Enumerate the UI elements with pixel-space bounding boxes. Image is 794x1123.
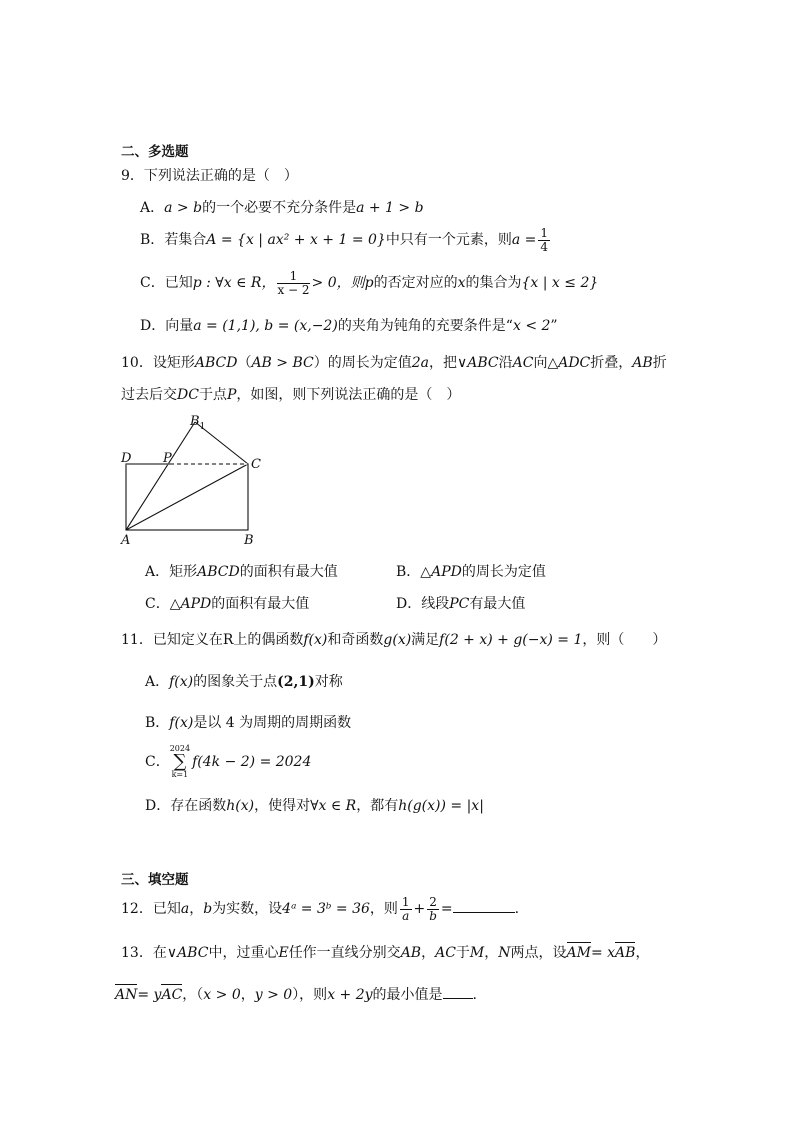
math-expr: p	[364, 275, 374, 292]
math-expr: ∀x ∈ R	[310, 798, 357, 814]
math-expr: a	[180, 901, 190, 918]
stem-text: 上的偶函数	[233, 632, 304, 648]
option-text: 的周长为定值	[461, 564, 546, 580]
question-10-option-a	[145, 561, 338, 581]
math-expr: AB	[632, 355, 653, 371]
option-text: 的一个必要不充分条件是	[202, 200, 357, 216]
question-11-option-d	[145, 795, 484, 815]
option-label: C．	[145, 596, 170, 612]
option-text: 的夹角为钝角的充要条件是“	[337, 318, 513, 334]
math-expr: > 0，则	[311, 275, 365, 292]
math-expr: APD	[431, 564, 462, 580]
question-11-option-c	[145, 745, 311, 779]
option-text: ，使得对	[254, 798, 311, 814]
question-10-option-b	[396, 561, 546, 581]
option-text: 对称	[314, 674, 343, 690]
math-expr: f(x)	[303, 632, 328, 648]
option-text: 有最大值	[469, 596, 526, 612]
math-expr: f(4k − 2) = 2024	[192, 754, 312, 770]
label-a: A	[121, 533, 131, 548]
stem-text: ，	[421, 945, 436, 961]
stem-text: ，则（ ）	[582, 632, 667, 648]
question-9-option-b	[140, 227, 552, 253]
math-expr: x + 2y	[327, 987, 373, 1003]
math-expr: = x	[590, 945, 616, 961]
stem-text: 向	[533, 355, 548, 371]
option-text: 已知	[164, 275, 193, 292]
stem-text: 11．已知定义在	[121, 632, 223, 648]
vector-am: AM	[566, 945, 591, 961]
option-text: △	[420, 564, 432, 580]
stem-text: 任作一直线分别交	[288, 945, 401, 961]
stem-text: ，如图，则下列说法正确的是（ ）	[236, 387, 461, 403]
math-expr: x	[457, 275, 466, 292]
math-expr: {x | x ≤ 2}	[521, 275, 599, 292]
question-11-option-b	[145, 712, 351, 732]
label-b1: $B_1$	[190, 414, 206, 432]
option-text: 线段	[421, 596, 450, 612]
question-9-stem: 9．下列说法正确的是（ ）	[121, 168, 298, 184]
stem-text: 于	[455, 945, 470, 961]
option-label: D．	[396, 596, 422, 612]
math-expr: h(g(x)) = |x|	[398, 798, 484, 814]
math-expr: ABCD	[197, 564, 240, 580]
option-label: B．	[396, 564, 421, 580]
fraction-numerator: 1	[277, 270, 309, 284]
option-label: B．	[140, 232, 165, 249]
question-9-option-c	[140, 270, 598, 296]
math-expr: 4ᵃ = 3ᵇ = 36	[282, 901, 370, 918]
math-expr: (2,1)	[277, 674, 315, 690]
math-expr: p : ∀x ∈ R，	[192, 275, 276, 292]
stem-text: 沿	[498, 355, 513, 371]
stem-text: ，	[484, 945, 499, 961]
stem-text: 折叠，	[590, 355, 633, 371]
diagonal-ac	[126, 464, 248, 530]
option-text: 的集合为	[465, 275, 522, 292]
math-expr: ABCD	[194, 355, 238, 371]
fraction-numerator: 2	[429, 895, 437, 909]
question-10-option-c	[145, 593, 309, 613]
option-text: ”	[550, 318, 558, 334]
fraction	[427, 896, 439, 922]
question-10-option-d	[396, 593, 525, 613]
summation-lower: k=1	[171, 770, 189, 779]
option-label: D．	[140, 318, 166, 334]
stem-text: .	[514, 901, 520, 918]
stem-text: 满足	[411, 632, 440, 648]
question-11-option-a	[145, 671, 343, 691]
math-expr: a > b	[164, 200, 203, 216]
vector-ac: AC	[161, 987, 183, 1003]
option-text: 向量	[165, 318, 194, 334]
option-label: C．	[145, 754, 170, 770]
option-text: 矩形	[169, 564, 198, 580]
math-expr: AC	[512, 355, 534, 371]
stem-text: ，	[635, 945, 650, 961]
fraction-denominator: 4	[540, 239, 548, 254]
math-expr: ∨ABC	[457, 355, 499, 371]
stem-text: ），则	[292, 987, 328, 1003]
stem-text: ，	[189, 901, 204, 918]
option-text: 的面积有最大值	[211, 596, 310, 612]
math-expr: = y	[137, 987, 162, 1003]
stem-text: 于点	[198, 387, 227, 403]
section-title-multiple-choice: 二、多选题	[121, 144, 189, 160]
option-text: 的面积有最大值	[239, 564, 338, 580]
vector-ab: AB	[615, 945, 636, 961]
section-title-fill-in: 三、填空题	[121, 872, 189, 888]
math-expr: A = {x | ax² + x + 1 = 0}	[206, 232, 386, 249]
stem-text: 12．已知	[121, 901, 181, 918]
math-expr: +	[413, 901, 426, 918]
math-expr: x < 2	[512, 318, 551, 334]
fraction-denominator: a	[402, 908, 410, 923]
summation-sigma: ∑	[173, 751, 187, 772]
math-expr: △ADC	[547, 355, 591, 371]
label-p: P	[163, 451, 172, 466]
option-text: 的图象关于点	[193, 674, 278, 690]
option-label: A．	[145, 674, 170, 690]
summation-upper: 2024	[169, 744, 191, 753]
math-expr: a + 1 > b	[356, 200, 424, 216]
math-expr: R	[222, 632, 234, 648]
answer-blank[interactable]	[443, 986, 473, 999]
fraction-denominator: x − 2	[277, 282, 310, 297]
fraction-numerator: 1	[540, 226, 548, 240]
math-expr: x > 0	[203, 987, 241, 1003]
math-expr: h(x)	[226, 798, 255, 814]
math-expr: DC	[177, 387, 199, 403]
label-c: C	[251, 457, 261, 472]
stem-text: ，则	[369, 901, 398, 918]
option-text: 存在函数	[170, 798, 227, 814]
question-10-stem-line1	[121, 352, 667, 372]
figure-lines	[126, 422, 248, 530]
stem-text: （	[237, 355, 252, 371]
segment-ab1	[126, 422, 195, 530]
answer-blank[interactable]	[453, 900, 515, 913]
option-label: B．	[145, 715, 170, 731]
stem-text: 两点，设	[510, 945, 567, 961]
fraction-numerator: 1	[401, 895, 410, 909]
math-expr: f(x)	[169, 674, 194, 690]
math-expr: f(2 + x) + g(−x) = 1	[439, 632, 583, 648]
option-text: ，都有	[356, 798, 399, 814]
math-expr: ∨ABC	[166, 945, 209, 961]
stem-text: ，（	[182, 987, 204, 1003]
math-expr: AB > BC	[251, 355, 314, 371]
option-label: A．	[145, 564, 170, 580]
question-13-line1	[121, 942, 649, 962]
math-expr: E	[278, 945, 289, 961]
label-b: B	[244, 533, 254, 548]
math-expr: M	[469, 945, 485, 961]
vector-an: AN	[115, 987, 138, 1003]
stem-text: 13．在	[121, 945, 167, 961]
math-expr: P	[226, 387, 237, 403]
option-text: 是以 4 为周期的周期函数	[193, 715, 352, 731]
math-expr: a =	[511, 232, 537, 249]
fraction	[400, 896, 412, 922]
option-text: 中只有一个元素，则	[385, 232, 512, 249]
question-9-option-d	[140, 315, 558, 335]
fraction	[277, 270, 309, 296]
label-d: D	[121, 451, 132, 466]
question-10-stem-line2	[121, 384, 460, 404]
option-label: D．	[145, 798, 171, 814]
stem-text: ）的周长为定值	[313, 355, 412, 371]
math-expr: f(x)	[169, 715, 194, 731]
option-text: 的否定对应的	[373, 275, 458, 292]
fraction-denominator: b	[429, 908, 437, 923]
stem-text: 中，过重心	[208, 945, 279, 961]
stem-text: 的最小值是	[372, 987, 443, 1003]
math-expr: AB	[400, 945, 422, 961]
math-expr: b	[203, 901, 213, 918]
stem-text: 10．设矩形	[121, 355, 195, 371]
question-12	[121, 896, 519, 922]
summation-symbol	[170, 745, 190, 779]
option-label: A．	[140, 200, 165, 216]
option-text: 若集合	[164, 232, 207, 249]
stem-text: ，把	[429, 355, 457, 371]
fraction	[538, 227, 550, 253]
math-expr: y > 0	[254, 987, 293, 1003]
question-11-stem	[121, 629, 666, 649]
question-13-line2	[115, 984, 477, 1004]
stem-text: 和奇函数	[327, 632, 384, 648]
option-text: △	[169, 596, 181, 612]
stem-text: 为实数，设	[212, 901, 283, 918]
math-expr: a = (1,1), b = (x,−2)	[193, 318, 338, 334]
math-expr: g(x)	[383, 632, 412, 648]
math-expr: =	[440, 901, 453, 918]
math-expr: N	[498, 945, 511, 961]
question-9-option-a	[140, 197, 424, 217]
stem-text: ，	[240, 987, 255, 1003]
math-expr: 2a	[411, 355, 429, 371]
stem-text: 过去后交	[121, 387, 177, 403]
math-expr: APD	[180, 596, 212, 612]
math-expr: PC	[449, 596, 470, 612]
stem-text: 折	[652, 355, 667, 371]
math-expr: AC	[435, 945, 456, 961]
stem-text: .	[472, 987, 477, 1003]
folded-rectangle-figure	[110, 410, 280, 550]
option-label: C．	[140, 275, 165, 292]
